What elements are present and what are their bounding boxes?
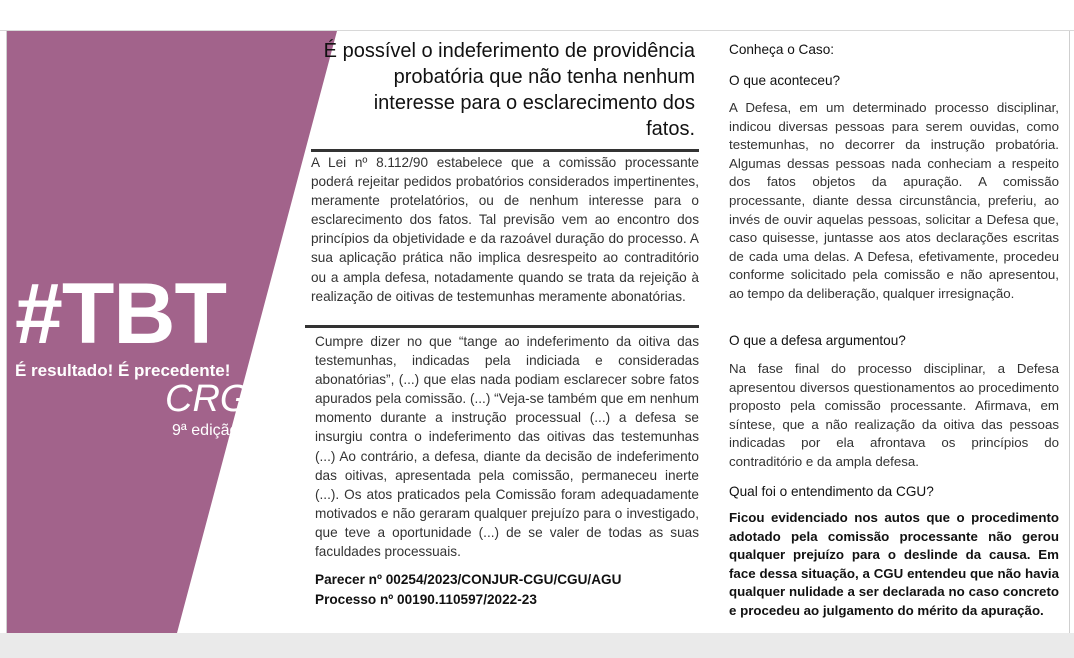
case-answer-what-happened xyxy=(729,99,1059,304)
purple-banner xyxy=(7,31,337,633)
document-sheet xyxy=(0,30,1074,633)
bottom-background-strip xyxy=(0,632,1074,658)
edition-label: 9ª edição xyxy=(172,422,239,439)
question-heading: O que aconteceu? xyxy=(729,73,841,88)
hashtag-title: #TBT xyxy=(15,266,226,362)
case-answer-defense xyxy=(729,360,1059,472)
divider-line xyxy=(311,149,699,152)
case-answer-cgu xyxy=(729,509,1059,621)
headline: É possível o indeferimento de providência probatória que não tenha nenhum interesse para o esclarecimento dos fatos. xyxy=(323,40,695,140)
divider-line xyxy=(305,325,699,328)
tagline: É resultado! É precedente! xyxy=(15,361,231,380)
answer-text: A Defesa, em um determinado processo disciplinar, indicou diversas pessoas para serem ouvidas, como testemunhas, no decorrer da instrução probatória. Algumas dessas pessoas nada conheciam a respeito dos fatos objetos da apuração. A comissão processante, diante dessa circunstância, preferiu, ao invés de ouvir aquelas pessoas, solicitar a Defesa que, caso quisesse, juntasse aos atos declarações escritas de cada uma delas. A Defesa, efetivamente, procedeu conforme solicitado pela comissão e não apresentou, ao tempo da deliberação, qualquer irresignação. xyxy=(729,100,1059,301)
brand-crg: CRG xyxy=(165,378,250,420)
case-section-defense xyxy=(729,331,1059,351)
question-heading: Qual foi o entendimento da CGU? xyxy=(729,484,934,499)
quote-paragraph: Cumpre dizer no que “tange ao indeferimento da oitiva das testemunhas, indicadas pela indiciada e consideradas abonatórias”, (...) que elas nada podiam esclarecer sobre fatos apurados pela comissão. (...) “Veja-se também que em nenhum momento durante a instrução processual (...) a defesa se insurgiu contra o indeferimento das oitivas das testemunhas (...) Ao contrário, a defesa, diante da decisão de indeferimento das oitivas, apresentada pela comissão, permaneceu inerte (...). Os atos praticados pela Comissão foram adequadamente motivados e não geraram qualquer prejuízo para o investigado, que teve a oportunidade (...) de se valer de todas as suas faculdades processuais. xyxy=(315,334,699,560)
parecer-reference: Parecer nº 00254/2023/CONJUR-CGU/CGU/AGU xyxy=(315,572,622,587)
question-heading: O que a defesa argumentou? xyxy=(729,333,906,348)
processo-reference: Processo nº 00190.110597/2022-23 xyxy=(315,592,537,607)
answer-text: Na fase final do processo disciplinar, a Defesa apresentou diversos questionamentos ao procedimento proposto pela comissão processante. Afirmava, em síntese, que a não realização da oitiva das pessoas indicadas por ela afrontava os princípios do contraditório e da ampla defesa. xyxy=(729,361,1059,469)
case-intro-heading: Conheça o Caso: xyxy=(729,42,835,57)
tbt-card xyxy=(6,31,1070,633)
answer-text: Ficou evidenciado nos autos que o procedimento adotado pela comissão processante não gerou qualquer prejuízo para o deslinde da causa. Em face dessa situação, a CGU entendeu que não havia qualquer nulidade a ser declarada no caso concreto e procedeu ao julgamento do mérito da apuração. xyxy=(729,510,1059,618)
case-intro xyxy=(729,40,1059,60)
case-section-cgu xyxy=(729,482,1059,502)
case-section-what-happened xyxy=(729,71,1059,91)
law-paragraph: A Lei nº 8.112/90 estabelece que a comissão processante poderá rejeitar pedidos probatórios considerados impertinentes, meramente protelatórios, ou de nenhum interesse para o esclarecimento dos fatos. Tal previsão vem ao encontro dos princípios da objetividade e da razoável duração do processo. A sua aplicação prática não implica desrespeito ao contraditório ou a ampla defesa, notadamente quando se trata da rejeição à realização de oitivas de testemunhas meramente abonatórias. xyxy=(311,155,699,304)
